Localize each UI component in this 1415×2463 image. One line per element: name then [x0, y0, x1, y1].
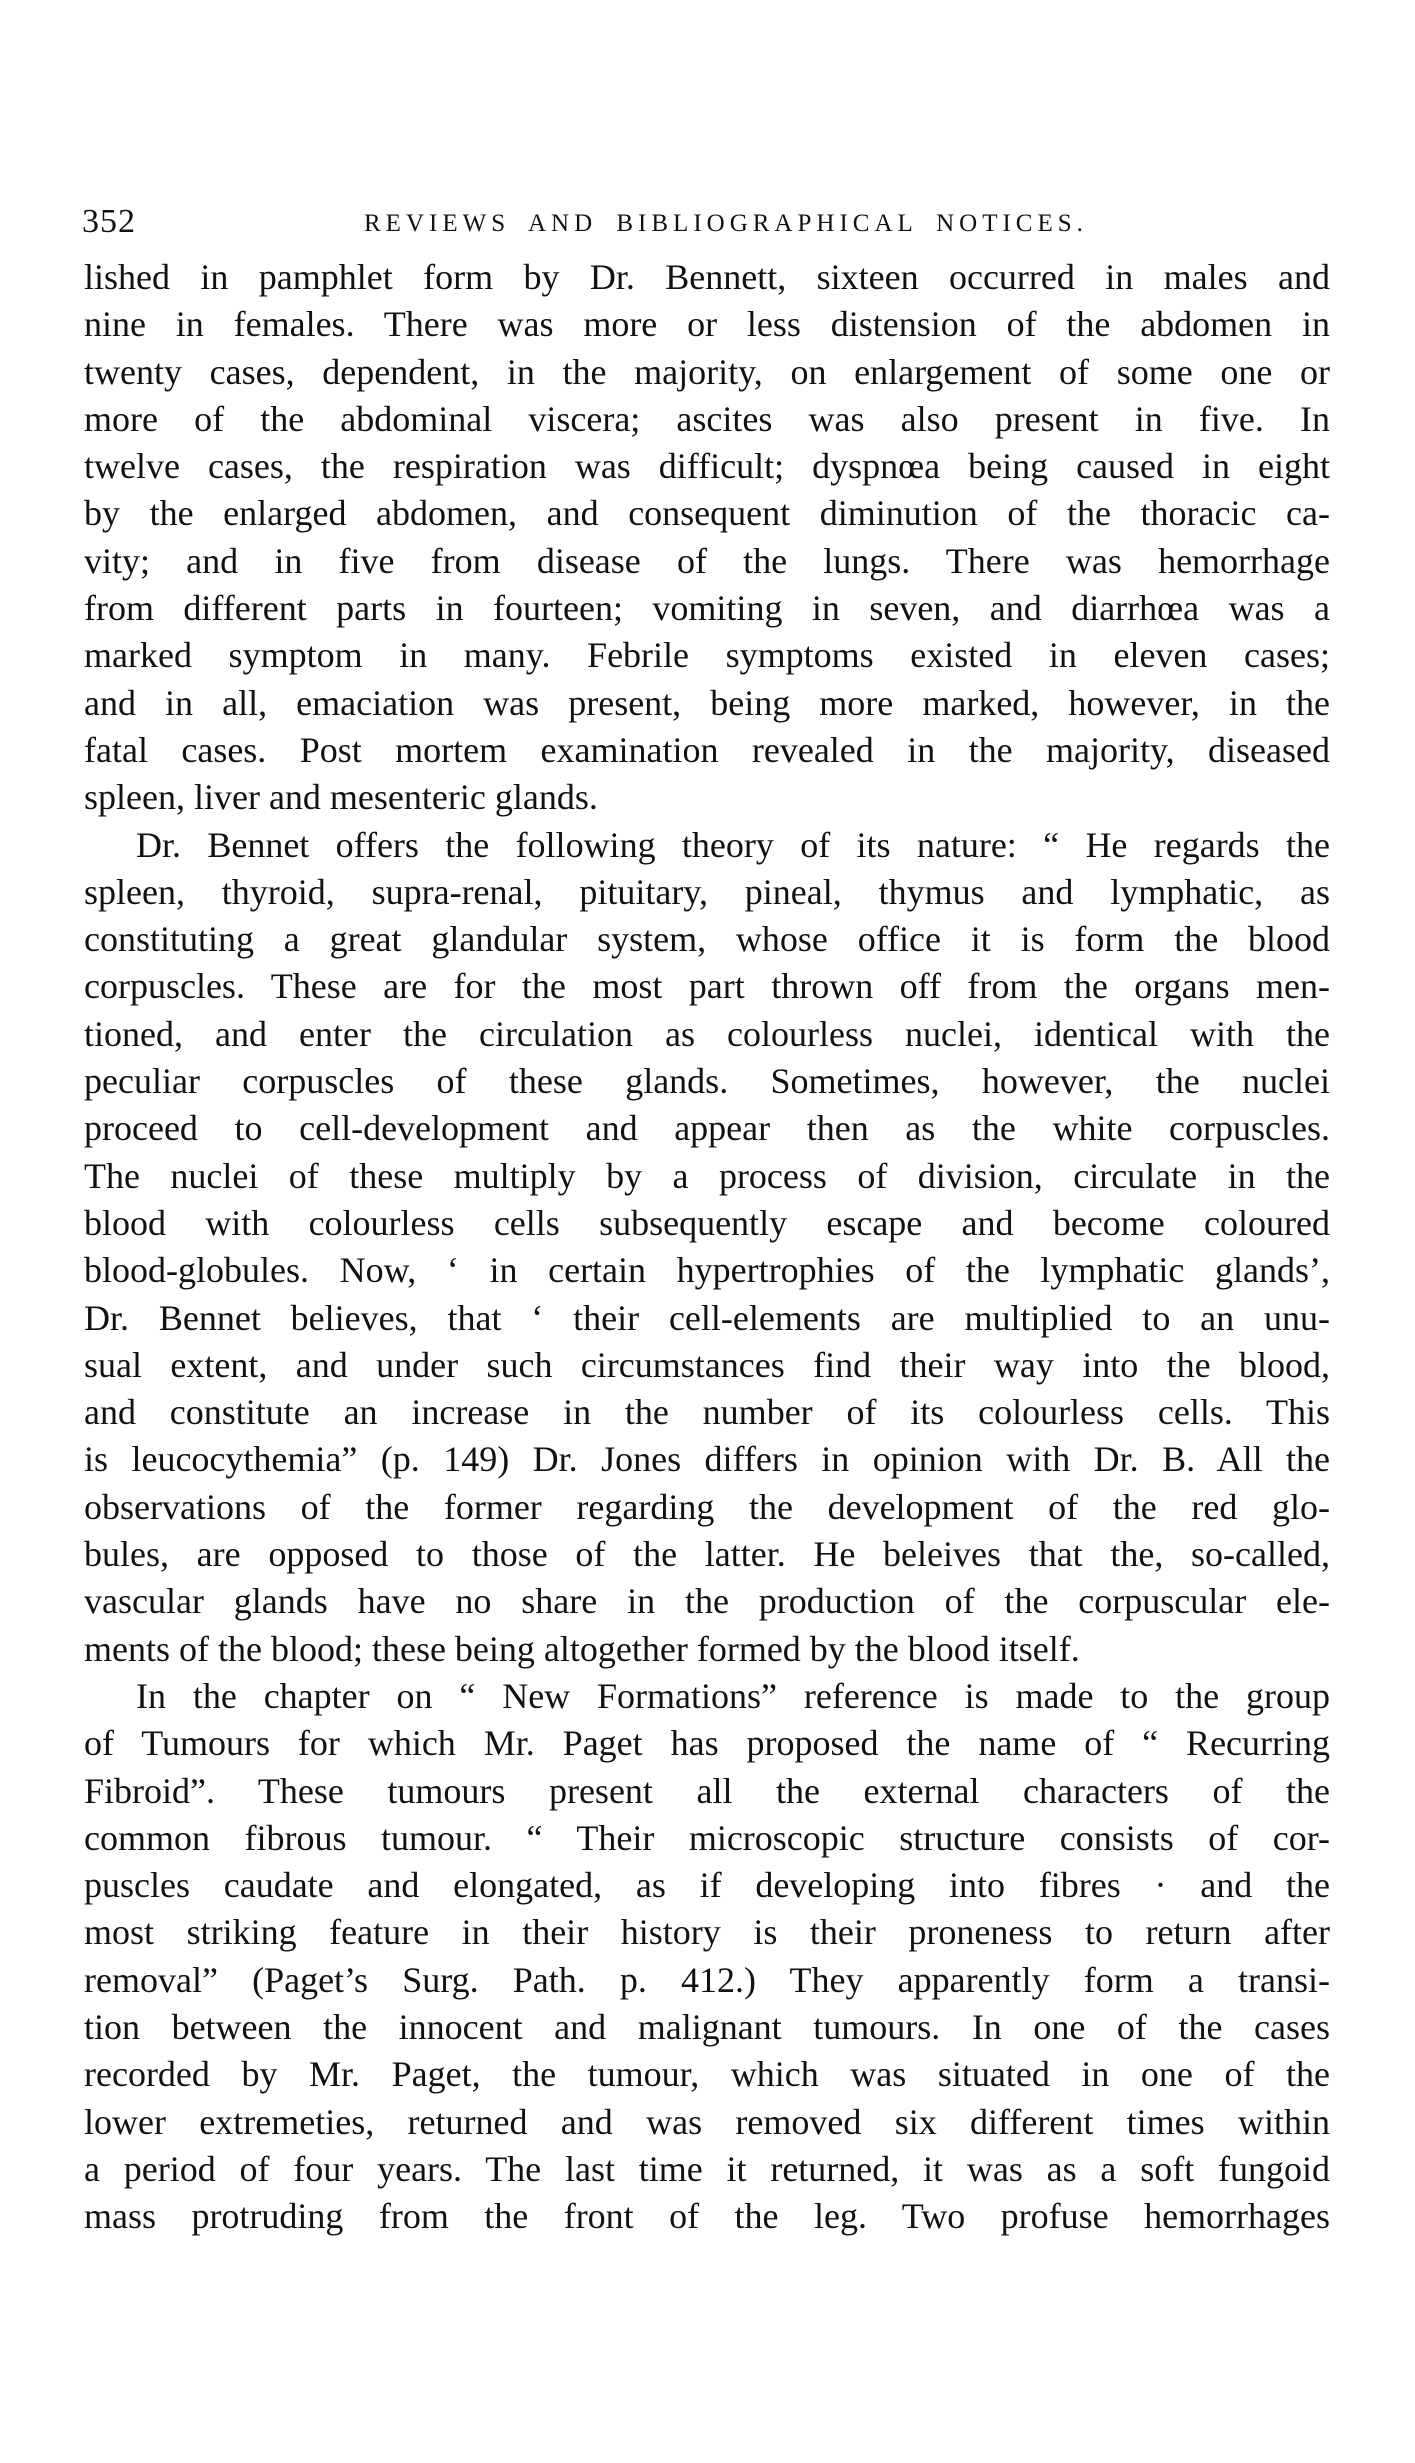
text-line: a period of four years. The last time it returned, it was as a soft fungoid — [84, 2148, 1330, 2189]
text-line: puscles caudate and elongated, as if developing into fibres · and the — [84, 1865, 1330, 1906]
text-line: from different parts in fourteen; vomiting in seven, and diarrhœa was a — [84, 588, 1330, 629]
text-line: more of the abdominal viscera; ascites was also present in five. In — [84, 398, 1330, 439]
text-line: most striking feature in their history is their proneness to return after — [84, 1912, 1330, 1953]
text-line: marked symptom in many. Febrile symptoms existed in eleven cases; — [84, 635, 1330, 676]
text-line: peculiar corpuscles of these glands. Sometimes, however, the nuclei — [84, 1061, 1330, 1102]
text-line: In the chapter on “ New Formations” reference is made to the group — [136, 1675, 1330, 1716]
text-line: of Tumours for which Mr. Paget has proposed the name of “ Recurring — [84, 1723, 1330, 1764]
text-line: twelve cases, the respiration was difficult; dyspnœa being caused in eight — [84, 446, 1330, 487]
text-line: proceed to cell-development and appear then as the white corpuscles. — [84, 1108, 1330, 1149]
text-line: twenty cases, dependent, in the majority, on enlargement of some one or — [84, 351, 1330, 392]
text-line: blood-globules. Now, ‘ in certain hypertrophies of the lymphatic glands’, — [84, 1250, 1330, 1291]
text-line: removal” (Paget’s Surg. Path. p. 412.) They apparently form a transi- — [84, 1959, 1330, 2000]
text-line: The nuclei of these multiply by a process of division, circulate in the — [84, 1155, 1330, 1196]
text-line: bules, are opposed to those of the latter. He beleives that the, so-called, — [84, 1534, 1330, 1575]
text-line: Dr. Bennet offers the following theory of its nature: “ He regards the — [136, 824, 1330, 865]
text-line: common fibrous tumour. “ Their microscopic structure consists of cor- — [84, 1817, 1330, 1858]
text-line: lished in pamphlet form by Dr. Bennett, sixteen occurred in males and — [84, 257, 1330, 297]
text-line: vity; and in five from disease of the lungs. There was hemorrhage — [84, 540, 1330, 581]
text-line: ments of the blood; these being altogether formed by the blood itself. — [84, 1628, 1080, 1669]
text-line: observations of the former regarding the development of the red glo- — [84, 1486, 1330, 1527]
text-line: and in all, emaciation was present, being more marked, however, in the — [84, 682, 1330, 723]
text-line: spleen, thyroid, supra-renal, pituitary, pineal, thymus and lymphatic, as — [84, 871, 1330, 912]
text-line: Fibroid”. These tumours present all the external characters of the — [84, 1770, 1330, 1811]
body-text — [84, 254, 1330, 2240]
running-head: REVIEWS AND BIBLIOGRAPHICAL NOTICES. — [364, 210, 1088, 237]
page-number: 352 — [82, 203, 136, 240]
text-line: recorded by Mr. Paget, the tumour, which was situated in one of the — [84, 2054, 1330, 2095]
page-header — [82, 203, 1332, 247]
text-line: tion between the innocent and malignant tumours. In one of the cases — [84, 2006, 1330, 2047]
text-line: fatal cases. Post mortem examination revealed in the majority, diseased — [84, 729, 1330, 770]
text-line: corpuscles. These are for the most part thrown off from the organs men- — [84, 966, 1330, 1007]
text-line: constituting a great glandular system, whose office it is form the blood — [84, 919, 1330, 960]
text-line: and constitute an increase in the number of its colourless cells. This — [84, 1392, 1330, 1433]
text-line: nine in females. There was more or less distension of the abdomen in — [84, 304, 1330, 345]
text-line: spleen, liver and mesenteric glands. — [84, 777, 598, 818]
text-line: Dr. Bennet believes, that ‘ their cell-elements are multiplied to an unu- — [84, 1297, 1330, 1338]
text-line: blood with colourless cells subsequently escape and become coloured — [84, 1202, 1330, 1243]
text-line: vascular glands have no share in the production of the corpuscular ele- — [84, 1581, 1330, 1622]
text-line: lower extremeties, returned and was removed six different times within — [84, 2101, 1330, 2142]
text-line: is leucocythemia” (p. 149) Dr. Jones differs in opinion with Dr. B. All the — [84, 1439, 1330, 1480]
text-line: sual extent, and under such circumstances find their way into the blood, — [84, 1344, 1330, 1385]
text-line: tioned, and enter the circulation as colourless nuclei, identical with the — [84, 1013, 1330, 1054]
text-line: by the enlarged abdomen, and consequent diminution of the thoracic ca- — [84, 493, 1330, 534]
text-line: mass protruding from the front of the leg. Two profuse hemorrhages — [84, 2196, 1330, 2237]
